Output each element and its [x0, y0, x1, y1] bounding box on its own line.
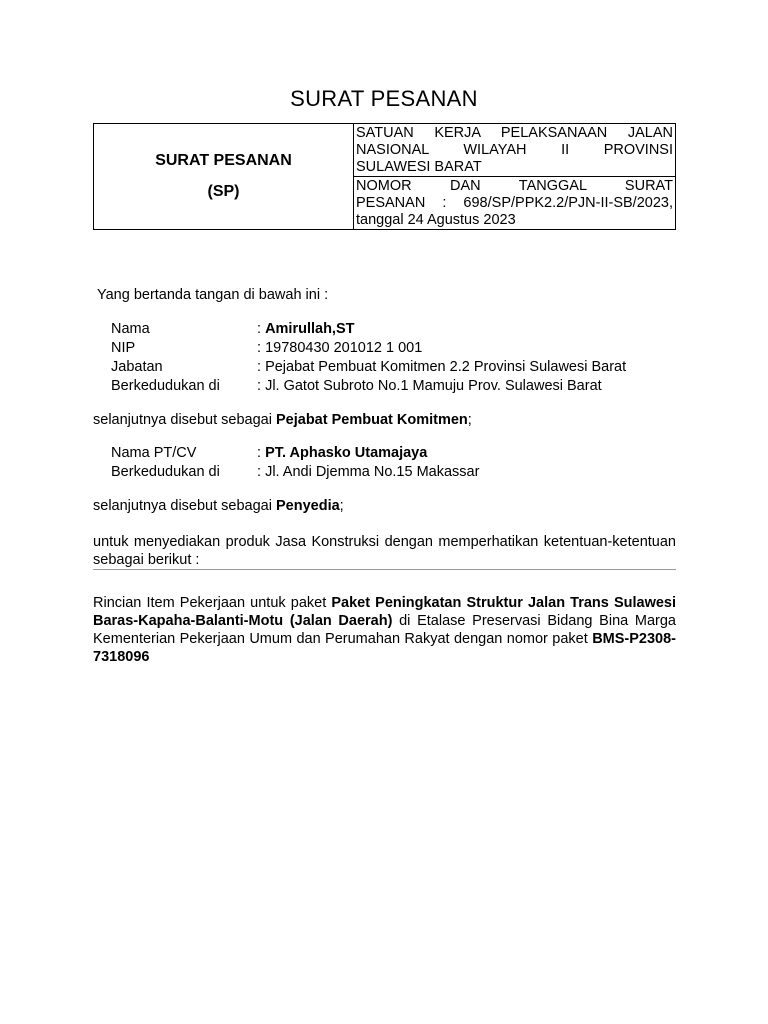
- official-position-value: Pejabat Pembuat Komitmen 2.2 Provinsi Sulawesi Barat: [265, 359, 627, 375]
- official-address-label: Berkedudukan di: [111, 378, 220, 394]
- work-unit-line-3: SULAWESI BARAT: [356, 159, 482, 175]
- official-position-label: Jabatan: [111, 359, 163, 375]
- vendor-name-row: Nama PT/CV : PT. Aphasko Utamajaya: [111, 445, 428, 461]
- official-address-value: Jl. Gatot Subroto No.1 Mamuju Prov. Sulawesi Barat: [265, 378, 602, 394]
- penyedia-designation: [93, 497, 676, 515]
- penyedia-designation-bold: Penyedia: [276, 498, 340, 514]
- header-left-cell: [94, 124, 354, 230]
- sp-title: SURAT PESANAN: [155, 152, 292, 169]
- vendor-address-row: Berkedudukan di : Jl. Andi Djemma No.15 Makassar: [111, 464, 480, 480]
- provision-text-body: untuk menyediakan produk Jasa Konstruksi dengan memperhatikan ketentuan-ketentuan sebagai berikut :: [93, 534, 676, 568]
- vendor-address-value: Jl. Andi Djemma No.15 Makassar: [265, 464, 480, 480]
- work-unit-text: [354, 124, 675, 176]
- vendor-name-value: PT. Aphasko Utamajaya: [265, 445, 428, 461]
- vendor-name-label: Nama PT/CV: [111, 445, 197, 461]
- header-table: [93, 123, 676, 230]
- ppk-designation-bold: Pejabat Pembuat Komitmen: [276, 412, 468, 428]
- work-unit-line-2: NASIONAL WILAYAH II PROVINSI: [356, 142, 673, 158]
- sp-abbreviation: (SP): [207, 183, 240, 200]
- official-name-value: Amirullah,ST: [265, 321, 355, 337]
- section-divider: [93, 569, 676, 570]
- package-code: BMS-P2308-7318096: [93, 631, 676, 665]
- work-package-name: Paket Peningkatan Struktur Jalan Trans Sulawesi Baras-Kapaha-Balanti-Motu (Jalan Daerah): [93, 595, 677, 629]
- order-number-cell: [354, 177, 676, 230]
- official-name-label: Nama: [111, 321, 150, 337]
- ppk-designation-end: ;: [467, 412, 472, 428]
- work-details-paragraph: [93, 594, 676, 666]
- document-title: SURAT PESANAN: [290, 86, 478, 111]
- order-number-text: [354, 177, 675, 229]
- official-position-row: Jabatan : Pejabat Pembuat Komitmen 2.2 Provinsi Sulawesi Barat: [111, 359, 627, 375]
- order-number-line-2: PESANAN : 698/SP/PPK2.2/PJN-II-SB/2023,: [356, 195, 673, 211]
- order-number-line-1: NOMOR DAN TANGGAL SURAT: [356, 178, 673, 194]
- official-address-row: Berkedudukan di : Jl. Gatot Subroto No.1 Mamuju Prov. Sulawesi Barat: [111, 378, 602, 394]
- official-name-row: Nama : Amirullah,ST: [111, 321, 355, 337]
- order-number-line-3: tanggal 24 Agustus 2023: [356, 212, 516, 228]
- vendor-address-label: Berkedudukan di: [111, 464, 220, 480]
- work-details-middle: di Etalase Preservasi Bidang Bina Marga Kementerian Pekerjaan Umum dan Perumahan Rakyat dengan nomor paket: [93, 613, 676, 647]
- provision-text: [93, 533, 676, 569]
- official-nip-label: NIP: [111, 340, 136, 356]
- penyedia-designation-end: ;: [339, 498, 344, 514]
- official-nip-row: NIP : 19780430 201012 1 001: [111, 340, 423, 356]
- intro-text: Yang bertanda tangan di bawah ini :: [97, 287, 329, 303]
- ppk-designation: [93, 411, 676, 429]
- official-nip-value: 19780430 201012 1 001: [265, 340, 423, 356]
- work-unit-line-1: SATUAN KERJA PELAKSANAAN JALAN: [356, 125, 673, 141]
- ppk-designation-text: selanjutnya disebut sebagai: [93, 412, 276, 428]
- work-unit-cell: [354, 124, 676, 177]
- penyedia-designation-text: selanjutnya disebut sebagai: [93, 498, 276, 514]
- work-details-prefix: Rincian Item Pekerjaan untuk paket: [93, 595, 332, 611]
